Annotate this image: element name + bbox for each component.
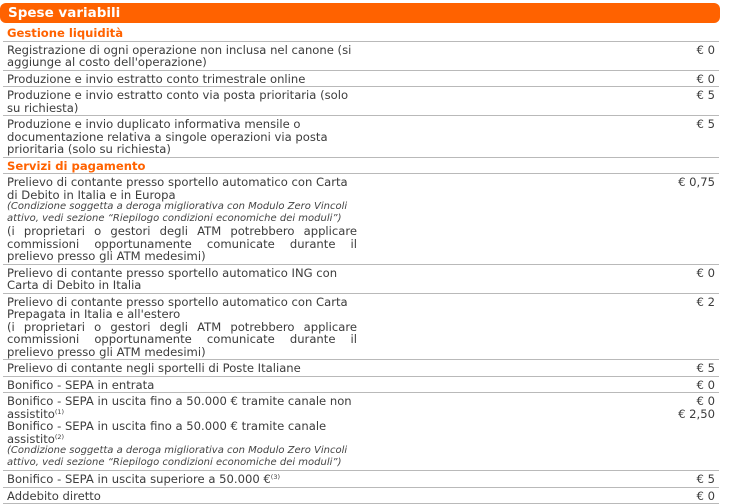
row-price-cell xyxy=(361,393,719,471)
row-price: € 0 xyxy=(361,376,719,393)
table-row xyxy=(3,393,719,471)
table-row xyxy=(3,116,719,158)
row-label: Produzione e invio estratto conto via posta prioritaria (solo su richiesta) xyxy=(3,87,361,116)
row-label-cell xyxy=(3,393,361,471)
row-extra: (i proprietari o gestori degli ATM potrebbero applicare commissioni opportunamente comunicate durante il prelievo presso gli ATM medesimi) xyxy=(7,224,357,263)
row-label: Prelievo di contante presso sportello automatico ING con Carta di Debito in Italia xyxy=(3,264,361,293)
table-row xyxy=(3,487,719,504)
row-label-cell xyxy=(3,471,361,488)
table-row xyxy=(3,41,719,70)
section-title-liquidity: Gestione liquidità xyxy=(3,25,719,41)
table-row xyxy=(3,376,719,393)
footnote-marker: (3) xyxy=(270,473,280,481)
table-row xyxy=(3,471,719,488)
row-price: € 5 xyxy=(361,116,719,158)
section-header-bar: Spese variabili xyxy=(0,3,720,23)
row-price: € 0 xyxy=(361,41,719,70)
table-row xyxy=(3,360,719,377)
row-price: € 0 xyxy=(361,264,719,293)
row-price: € 0 xyxy=(361,70,719,87)
row-price: € 5 xyxy=(361,360,719,377)
footnote-marker: (2) xyxy=(54,432,65,441)
row-price: € 0,75 xyxy=(361,174,719,265)
table-row xyxy=(3,293,719,360)
section-title-payments: Servizi di pagamento xyxy=(3,157,719,174)
row-label: Bonifico - SEPA in uscita superiore a 50.000 € xyxy=(7,472,271,486)
row-label-line xyxy=(7,395,357,420)
row-note: (Condizione soggetta a deroga migliorativa con Modulo Zero Vincoli attivo, vedi sezione “Riepilogo condizioni economiche dei moduli”) xyxy=(7,201,348,224)
footnote-marker: (1) xyxy=(54,407,65,416)
row-label: Bonifico - SEPA in uscita fino a 50.000 € tramite canale assistito xyxy=(7,419,327,446)
fees-table xyxy=(3,25,719,504)
row-price: € 0 xyxy=(696,394,715,408)
row-label-line xyxy=(7,420,357,445)
row-label: Prelievo di contante presso sportello automatico con Carta di Debito in Italia e in Europa xyxy=(7,175,348,202)
row-note: (Condizione soggetta a deroga migliorativa con Modulo Zero Vincoli attivo, vedi sezione “Riepilogo condizioni economiche dei moduli”) xyxy=(7,445,348,468)
row-label: Prelievo di contante negli sportelli di Poste Italiane xyxy=(3,360,361,377)
table-row xyxy=(3,87,719,116)
row-price: € 2 xyxy=(361,293,719,360)
row-label: Produzione e invio duplicato informativa mensile o documentazione relativa a singole operazioni via posta prioritaria (solo su richiesta) xyxy=(3,116,361,158)
row-extra: (i proprietari o gestori degli ATM potrebbero applicare commissioni opportunamente comunicate durante il prelievo presso gli ATM medesimi) xyxy=(7,319,357,359)
row-label: Bonifico - SEPA in uscita fino a 50.000 € tramite canale non assistito xyxy=(7,394,352,421)
table-row xyxy=(3,174,719,265)
row-label-cell xyxy=(3,293,361,360)
table-row xyxy=(3,70,719,87)
row-label: Produzione e invio estratto conto trimestrale online xyxy=(3,70,361,87)
row-price: € 5 xyxy=(361,471,719,488)
row-label: Registrazione di ogni operazione non inclusa nel canone (si aggiunge al costo dell'operazione) xyxy=(3,41,361,70)
row-label-cell xyxy=(3,174,361,265)
table-row xyxy=(3,264,719,293)
row-price: € 5 xyxy=(361,87,719,116)
section-row-liquidity xyxy=(3,25,719,41)
row-label: Prelievo di contante presso sportello automatico con Carta Prepagata in Italia e all'estero xyxy=(7,294,348,321)
row-price: € 2,50 xyxy=(678,406,715,421)
row-label: Bonifico - SEPA in entrata xyxy=(3,376,361,393)
row-price: € 0 xyxy=(361,487,719,504)
row-label: Addebito diretto xyxy=(3,487,361,504)
section-row-payments xyxy=(3,157,719,174)
